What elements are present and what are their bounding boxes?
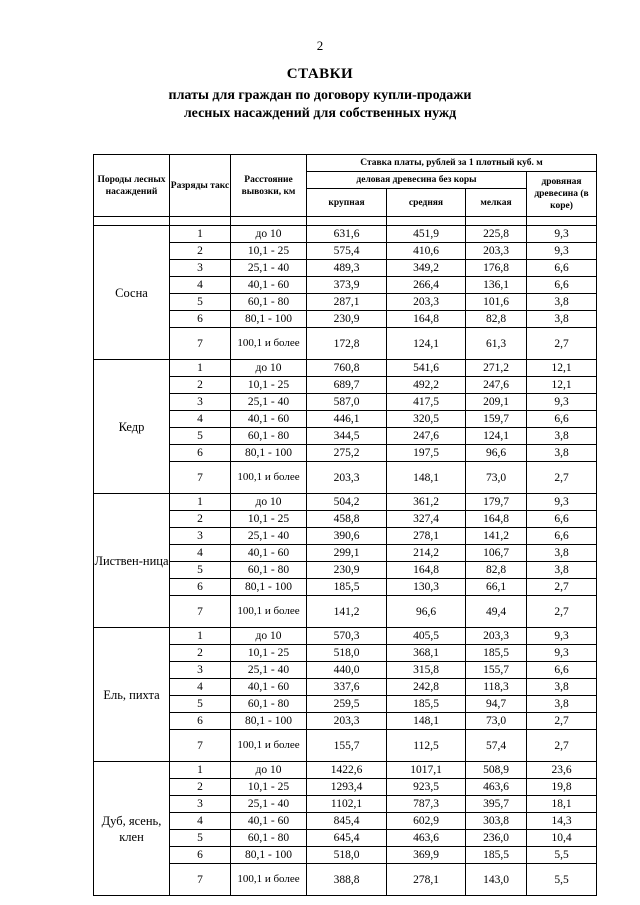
class-cell: 4 [170, 411, 231, 428]
class-cell: 1 [170, 226, 231, 243]
table-row [94, 762, 597, 779]
small-cell: 203,3 [466, 628, 527, 645]
firewood-cell: 18,1 [527, 796, 597, 813]
small-cell: 225,8 [466, 226, 527, 243]
class-cell: 4 [170, 679, 231, 696]
firewood-cell: 3,8 [527, 311, 597, 328]
firewood-cell: 2,7 [527, 730, 597, 762]
small-cell: 136,1 [466, 277, 527, 294]
page-number: 2 [316, 38, 324, 53]
medium-cell: 451,9 [387, 226, 466, 243]
distance-cell: 40,1 - 60 [231, 813, 307, 830]
firewood-cell: 2,7 [527, 596, 597, 628]
medium-cell: 463,6 [387, 830, 466, 847]
distance-cell: 100,1 и более [231, 864, 307, 896]
distance-cell: 80,1 - 100 [231, 713, 307, 730]
class-cell: 3 [170, 394, 231, 411]
large-cell: 631,6 [307, 226, 387, 243]
table-row [94, 696, 597, 713]
small-cell: 66,1 [466, 579, 527, 596]
medium-cell: 787,3 [387, 796, 466, 813]
firewood-cell: 6,6 [527, 511, 597, 528]
firewood-cell: 9,3 [527, 494, 597, 511]
distance-cell: 100,1 и более [231, 596, 307, 628]
rates-table-body [94, 226, 597, 896]
large-cell: 172,8 [307, 328, 387, 360]
medium-cell: 148,1 [387, 462, 466, 494]
large-cell: 489,3 [307, 260, 387, 277]
distance-cell: 80,1 - 100 [231, 445, 307, 462]
small-cell: 463,6 [466, 779, 527, 796]
firewood-cell: 9,3 [527, 628, 597, 645]
firewood-cell: 3,8 [527, 562, 597, 579]
class-cell: 2 [170, 511, 231, 528]
distance-cell: 60,1 - 80 [231, 294, 307, 311]
firewood-cell: 12,1 [527, 360, 597, 377]
table-row [94, 428, 597, 445]
class-cell: 5 [170, 294, 231, 311]
firewood-cell: 9,3 [527, 645, 597, 662]
small-cell: 155,7 [466, 662, 527, 679]
distance-cell: 60,1 - 80 [231, 696, 307, 713]
large-cell: 230,9 [307, 311, 387, 328]
table-row [94, 294, 597, 311]
large-cell: 458,8 [307, 511, 387, 528]
class-cell: 1 [170, 494, 231, 511]
class-cell: 1 [170, 360, 231, 377]
medium-cell: 369,9 [387, 847, 466, 864]
class-cell: 3 [170, 260, 231, 277]
class-cell: 5 [170, 696, 231, 713]
table-row [94, 311, 597, 328]
header-species: Породы лесных насаждений [94, 155, 170, 217]
table-row [94, 662, 597, 679]
firewood-cell: 3,8 [527, 428, 597, 445]
class-cell: 3 [170, 528, 231, 545]
small-cell: 96,6 [466, 445, 527, 462]
table-row [94, 260, 597, 277]
table-row [94, 243, 597, 260]
medium-cell: 185,5 [387, 696, 466, 713]
table-row [94, 628, 597, 645]
distance-cell: до 10 [231, 360, 307, 377]
class-cell: 6 [170, 713, 231, 730]
firewood-cell: 6,6 [527, 277, 597, 294]
medium-cell: 368,1 [387, 645, 466, 662]
small-cell: 209,1 [466, 394, 527, 411]
firewood-cell: 3,8 [527, 696, 597, 713]
large-cell: 440,0 [307, 662, 387, 679]
medium-cell: 214,2 [387, 545, 466, 562]
class-cell: 7 [170, 328, 231, 360]
large-cell: 344,5 [307, 428, 387, 445]
firewood-cell: 6,6 [527, 662, 597, 679]
large-cell: 645,4 [307, 830, 387, 847]
large-cell: 1102,1 [307, 796, 387, 813]
table-row [94, 730, 597, 762]
table-row [94, 830, 597, 847]
medium-cell: 1017,1 [387, 762, 466, 779]
small-cell: 176,8 [466, 260, 527, 277]
large-cell: 575,4 [307, 243, 387, 260]
small-cell: 203,3 [466, 243, 527, 260]
large-cell: 287,1 [307, 294, 387, 311]
small-cell: 49,4 [466, 596, 527, 628]
small-cell: 271,2 [466, 360, 527, 377]
large-cell: 388,8 [307, 864, 387, 896]
medium-cell: 541,6 [387, 360, 466, 377]
class-cell: 6 [170, 847, 231, 864]
small-cell: 159,7 [466, 411, 527, 428]
table-row [94, 847, 597, 864]
small-cell: 179,7 [466, 494, 527, 511]
rates-table [93, 154, 597, 896]
distance-cell: 25,1 - 40 [231, 528, 307, 545]
firewood-cell: 23,6 [527, 762, 597, 779]
firewood-cell: 2,7 [527, 328, 597, 360]
firewood-cell: 12,1 [527, 377, 597, 394]
table-row [94, 679, 597, 696]
table-row [94, 796, 597, 813]
firewood-cell: 3,8 [527, 545, 597, 562]
firewood-cell: 3,8 [527, 679, 597, 696]
table-row [94, 411, 597, 428]
table-row [94, 779, 597, 796]
header-business-wood: деловая древесина без коры [307, 172, 527, 189]
table-row [94, 645, 597, 662]
small-cell: 164,8 [466, 511, 527, 528]
firewood-cell: 5,5 [527, 847, 597, 864]
class-cell: 1 [170, 762, 231, 779]
table-row [94, 360, 597, 377]
medium-cell: 130,3 [387, 579, 466, 596]
small-cell: 124,1 [466, 428, 527, 445]
class-cell: 7 [170, 596, 231, 628]
table-row [94, 596, 597, 628]
small-cell: 57,4 [466, 730, 527, 762]
firewood-cell: 9,3 [527, 394, 597, 411]
firewood-cell: 6,6 [527, 411, 597, 428]
medium-cell: 112,5 [387, 730, 466, 762]
firewood-cell: 14,3 [527, 813, 597, 830]
table-row [94, 494, 597, 511]
large-cell: 587,0 [307, 394, 387, 411]
medium-cell: 148,1 [387, 713, 466, 730]
medium-cell: 278,1 [387, 528, 466, 545]
medium-cell: 349,2 [387, 260, 466, 277]
class-cell: 5 [170, 830, 231, 847]
document-title: СТАВКИ [286, 66, 354, 82]
class-cell: 6 [170, 311, 231, 328]
class-cell: 7 [170, 462, 231, 494]
large-cell: 230,9 [307, 562, 387, 579]
table-row [94, 528, 597, 545]
species-cell: Кедр [94, 360, 170, 494]
small-cell: 141,2 [466, 528, 527, 545]
medium-cell: 327,4 [387, 511, 466, 528]
distance-cell: 40,1 - 60 [231, 411, 307, 428]
large-cell: 155,7 [307, 730, 387, 762]
medium-cell: 124,1 [387, 328, 466, 360]
class-cell: 3 [170, 662, 231, 679]
header-distance: Расстояние вывозки, км [231, 155, 307, 217]
distance-cell: 25,1 - 40 [231, 662, 307, 679]
species-cell: Дуб, ясень, клен [94, 762, 170, 896]
large-cell: 185,5 [307, 579, 387, 596]
table-row [94, 864, 597, 896]
large-cell: 299,1 [307, 545, 387, 562]
distance-cell: 10,1 - 25 [231, 377, 307, 394]
large-cell: 390,6 [307, 528, 387, 545]
large-cell: 141,2 [307, 596, 387, 628]
header-spacer-row [94, 217, 597, 226]
class-cell: 4 [170, 545, 231, 562]
distance-cell: 40,1 - 60 [231, 679, 307, 696]
firewood-cell: 3,8 [527, 294, 597, 311]
table-row [94, 579, 597, 596]
distance-cell: 40,1 - 60 [231, 277, 307, 294]
header-small: мелкая [466, 189, 527, 217]
medium-cell: 315,8 [387, 662, 466, 679]
header-class: Разряды такс [170, 155, 231, 217]
medium-cell: 492,2 [387, 377, 466, 394]
medium-cell: 197,5 [387, 445, 466, 462]
medium-cell: 164,8 [387, 311, 466, 328]
firewood-cell: 3,8 [527, 445, 597, 462]
distance-cell: 100,1 и более [231, 462, 307, 494]
firewood-cell: 2,7 [527, 462, 597, 494]
distance-cell: до 10 [231, 494, 307, 511]
large-cell: 203,3 [307, 462, 387, 494]
large-cell: 446,1 [307, 411, 387, 428]
large-cell: 760,8 [307, 360, 387, 377]
medium-cell: 405,5 [387, 628, 466, 645]
distance-cell: 25,1 - 40 [231, 394, 307, 411]
distance-cell: 25,1 - 40 [231, 260, 307, 277]
table-row [94, 377, 597, 394]
distance-cell: до 10 [231, 628, 307, 645]
table-row [94, 445, 597, 462]
large-cell: 1422,6 [307, 762, 387, 779]
small-cell: 395,7 [466, 796, 527, 813]
distance-cell: 100,1 и более [231, 328, 307, 360]
medium-cell: 417,5 [387, 394, 466, 411]
firewood-cell: 6,6 [527, 260, 597, 277]
document-subtitle-line-1: платы для граждан по договору купли-продажи [168, 88, 472, 103]
firewood-cell: 19,8 [527, 779, 597, 796]
large-cell: 845,4 [307, 813, 387, 830]
document-subtitle-line-2: лесных насаждений для собственных нужд [183, 106, 457, 121]
small-cell: 236,0 [466, 830, 527, 847]
medium-cell: 602,9 [387, 813, 466, 830]
distance-cell: 60,1 - 80 [231, 830, 307, 847]
distance-cell: 60,1 - 80 [231, 562, 307, 579]
medium-cell: 410,6 [387, 243, 466, 260]
class-cell: 5 [170, 428, 231, 445]
medium-cell: 164,8 [387, 562, 466, 579]
small-cell: 94,7 [466, 696, 527, 713]
table-row [94, 511, 597, 528]
large-cell: 275,2 [307, 445, 387, 462]
medium-cell: 96,6 [387, 596, 466, 628]
medium-cell: 923,5 [387, 779, 466, 796]
firewood-cell: 2,7 [527, 713, 597, 730]
header-rate: Ставка платы, рублей за 1 плотный куб. м [307, 155, 597, 172]
medium-cell: 203,3 [387, 294, 466, 311]
distance-cell: 10,1 - 25 [231, 243, 307, 260]
class-cell: 6 [170, 579, 231, 596]
distance-cell: 60,1 - 80 [231, 428, 307, 445]
header-firewood: дровяная древесина (в коре) [527, 172, 597, 217]
table-row [94, 226, 597, 243]
table-row [94, 713, 597, 730]
header-large: крупная [307, 189, 387, 217]
small-cell: 247,6 [466, 377, 527, 394]
distance-cell: до 10 [231, 226, 307, 243]
table-row [94, 328, 597, 360]
species-cell: Ель, пихта [94, 628, 170, 762]
small-cell: 508,9 [466, 762, 527, 779]
class-cell: 7 [170, 730, 231, 762]
large-cell: 337,6 [307, 679, 387, 696]
rates-table-header [94, 155, 597, 226]
header-medium: средняя [387, 189, 466, 217]
large-cell: 373,9 [307, 277, 387, 294]
class-cell: 4 [170, 813, 231, 830]
distance-cell: 80,1 - 100 [231, 579, 307, 596]
class-cell: 2 [170, 779, 231, 796]
small-cell: 73,0 [466, 462, 527, 494]
large-cell: 518,0 [307, 645, 387, 662]
small-cell: 106,7 [466, 545, 527, 562]
large-cell: 518,0 [307, 847, 387, 864]
class-cell: 2 [170, 377, 231, 394]
firewood-cell: 9,3 [527, 226, 597, 243]
class-cell: 4 [170, 277, 231, 294]
class-cell: 1 [170, 628, 231, 645]
class-cell: 6 [170, 445, 231, 462]
firewood-cell: 10,4 [527, 830, 597, 847]
large-cell: 570,3 [307, 628, 387, 645]
small-cell: 143,0 [466, 864, 527, 896]
distance-cell: до 10 [231, 762, 307, 779]
large-cell: 504,2 [307, 494, 387, 511]
class-cell: 2 [170, 645, 231, 662]
class-cell: 5 [170, 562, 231, 579]
distance-cell: 80,1 - 100 [231, 311, 307, 328]
distance-cell: 25,1 - 40 [231, 796, 307, 813]
small-cell: 118,3 [466, 679, 527, 696]
distance-cell: 100,1 и более [231, 730, 307, 762]
medium-cell: 247,6 [387, 428, 466, 445]
firewood-cell: 2,7 [527, 579, 597, 596]
distance-cell: 40,1 - 60 [231, 545, 307, 562]
table-row [94, 462, 597, 494]
small-cell: 82,8 [466, 562, 527, 579]
firewood-cell: 5,5 [527, 864, 597, 896]
table-row [94, 813, 597, 830]
large-cell: 259,5 [307, 696, 387, 713]
distance-cell: 10,1 - 25 [231, 511, 307, 528]
large-cell: 689,7 [307, 377, 387, 394]
species-cell: Сосна [94, 226, 170, 360]
medium-cell: 266,4 [387, 277, 466, 294]
small-cell: 303,8 [466, 813, 527, 830]
distance-cell: 10,1 - 25 [231, 779, 307, 796]
large-cell: 1293,4 [307, 779, 387, 796]
small-cell: 61,3 [466, 328, 527, 360]
small-cell: 101,6 [466, 294, 527, 311]
table-row [94, 394, 597, 411]
medium-cell: 320,5 [387, 411, 466, 428]
small-cell: 73,0 [466, 713, 527, 730]
class-cell: 7 [170, 864, 231, 896]
medium-cell: 278,1 [387, 864, 466, 896]
medium-cell: 361,2 [387, 494, 466, 511]
firewood-cell: 9,3 [527, 243, 597, 260]
firewood-cell: 6,6 [527, 528, 597, 545]
class-cell: 2 [170, 243, 231, 260]
species-cell: Листвен-ница [94, 494, 170, 628]
table-row [94, 277, 597, 294]
distance-cell: 80,1 - 100 [231, 847, 307, 864]
small-cell: 185,5 [466, 645, 527, 662]
distance-cell: 10,1 - 25 [231, 645, 307, 662]
medium-cell: 242,8 [387, 679, 466, 696]
class-cell: 3 [170, 796, 231, 813]
small-cell: 185,5 [466, 847, 527, 864]
large-cell: 203,3 [307, 713, 387, 730]
small-cell: 82,8 [466, 311, 527, 328]
